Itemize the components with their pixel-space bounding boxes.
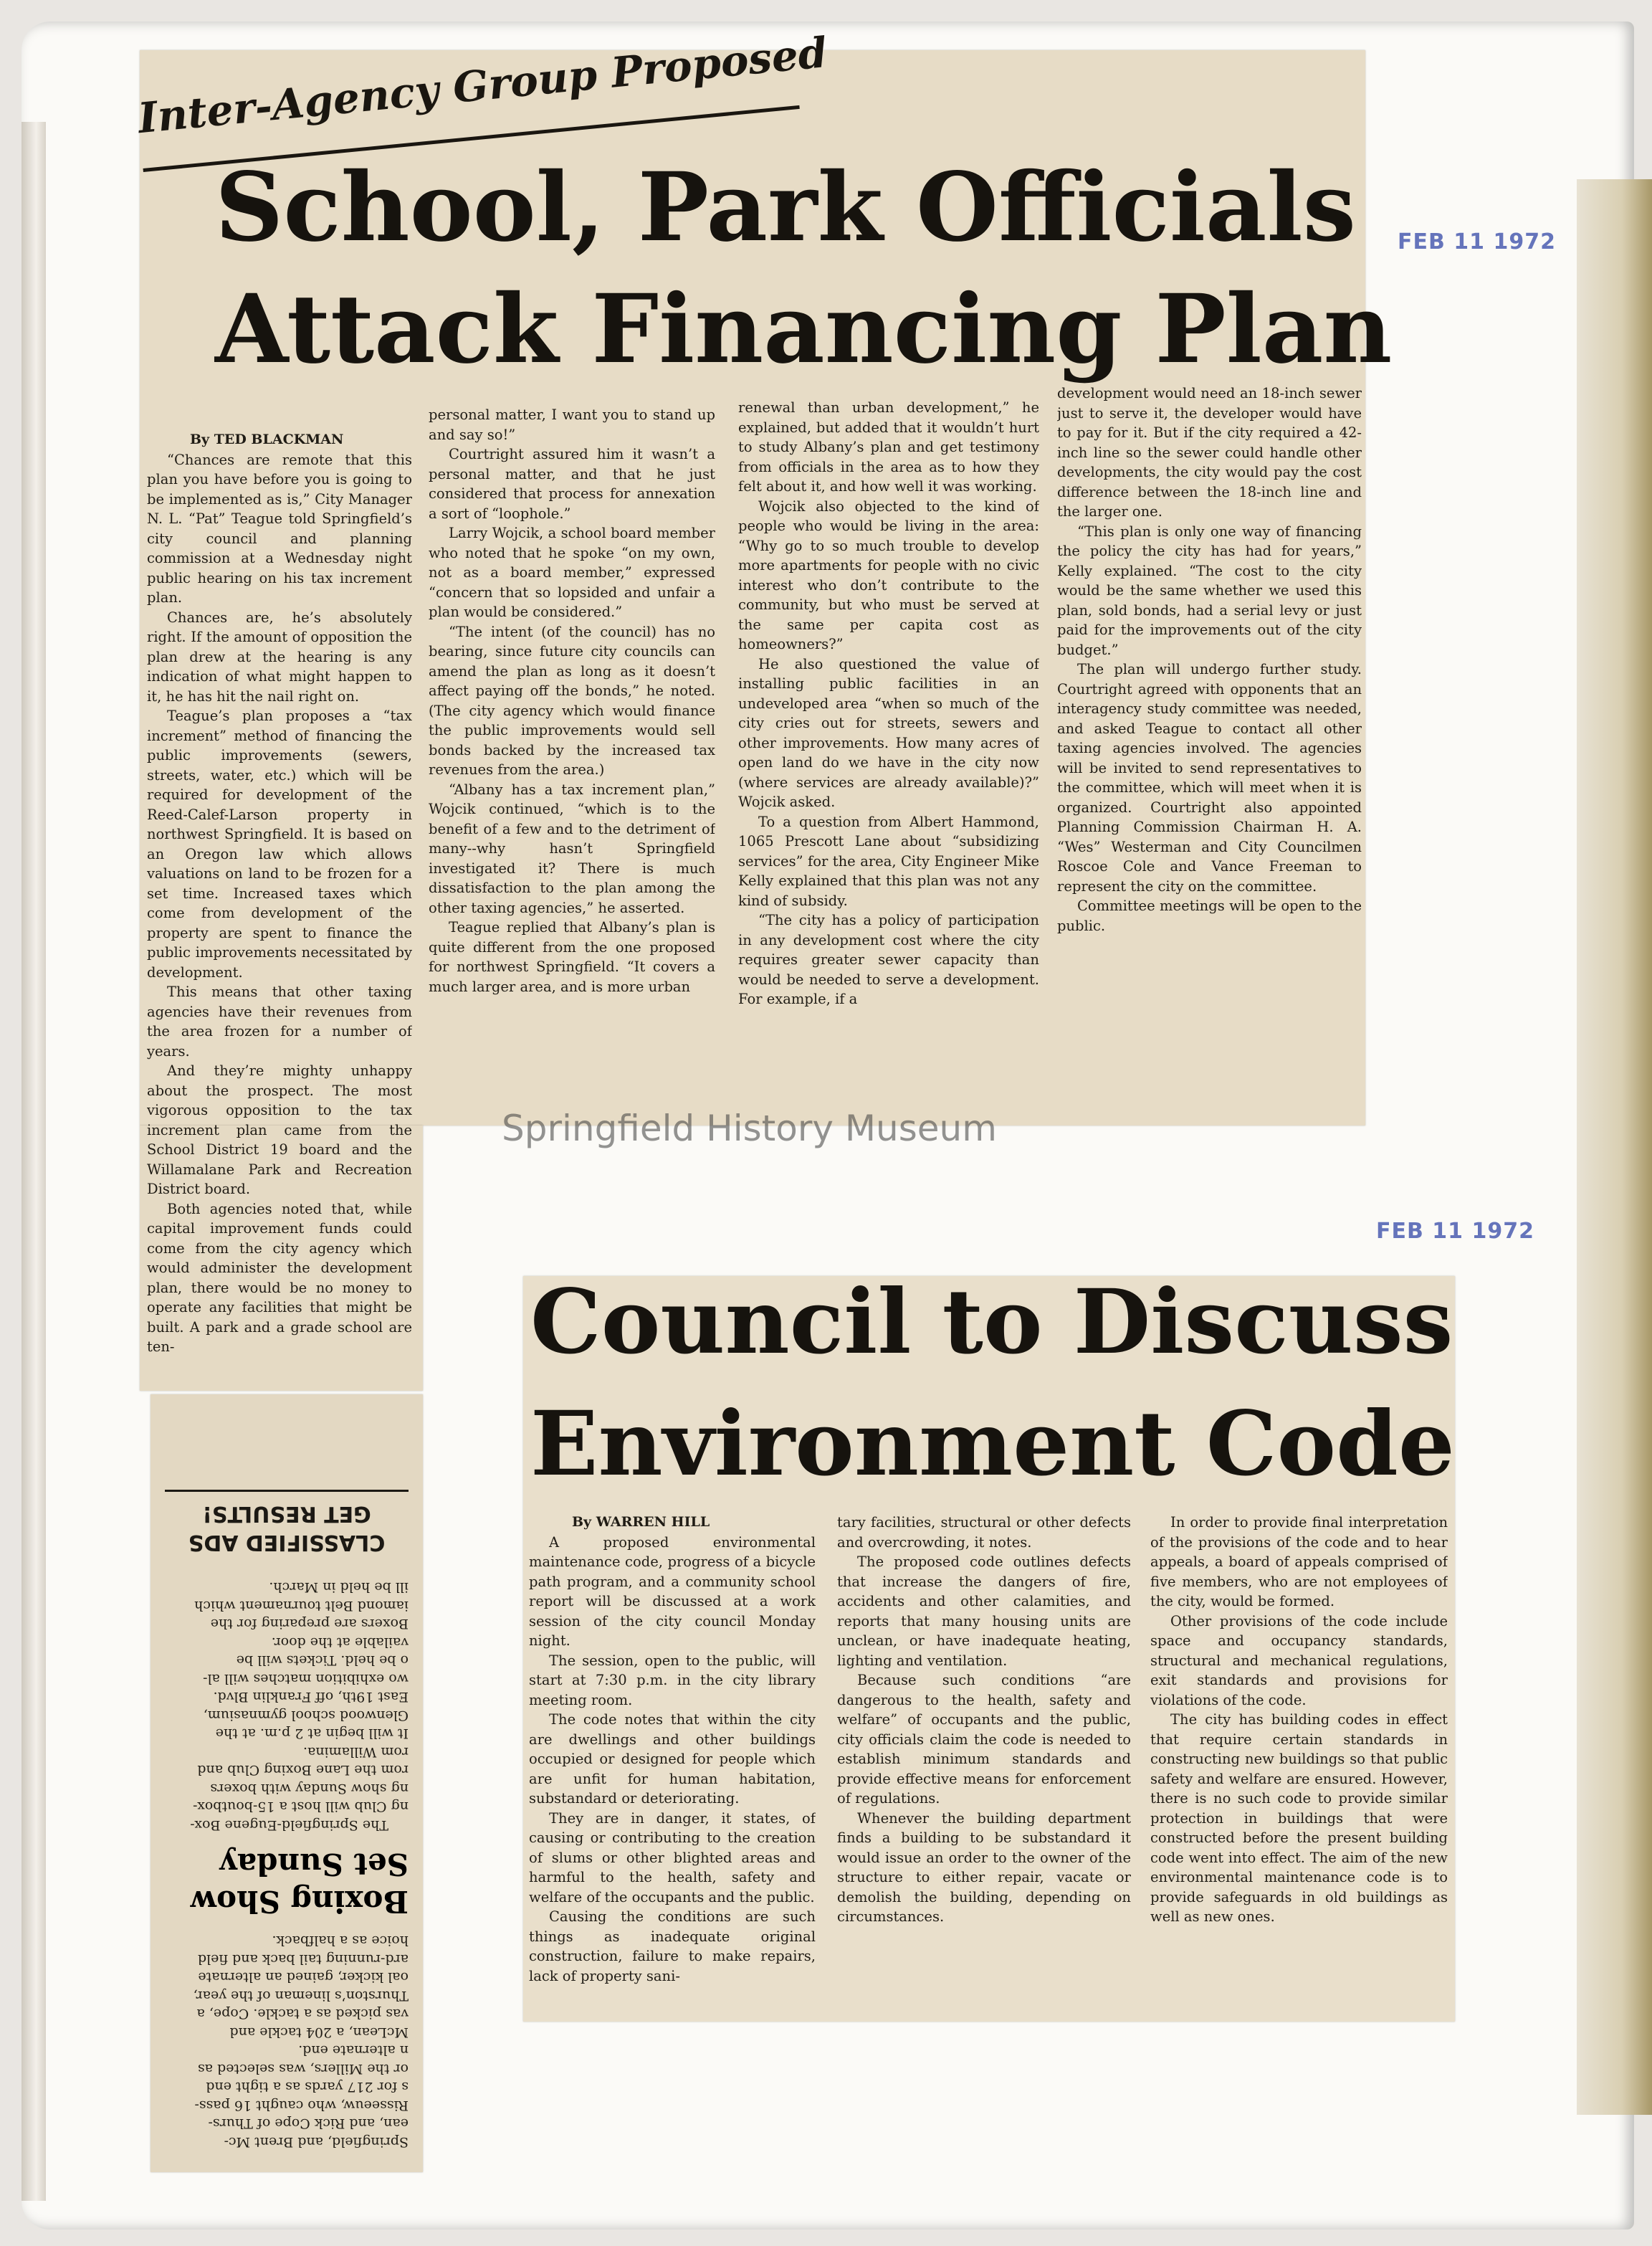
- paragraph: renewal than urban development,” he explained, but added that it wouldn’t hurt to study Albany’s plan and get testimony from officials in the area as to how they felt about it, and how well it was working.: [738, 399, 1039, 495]
- line: McLean, a 204 tackle and: [229, 2024, 409, 2040]
- paragraph: Larry Wojcik, a school board member who noted that he spoke “on my own, not as a board member,” expressed “concern that so lopsided and unfair a plan would be considered.”: [429, 525, 715, 620]
- paragraph: And they’re mighty unhappy about the prospect. The most vigorous opposition to the tax increment plan came from the School District 19 board and the Willamalane Park and Recreation District board.: [147, 1062, 412, 1197]
- article1-column-4: [1057, 384, 1362, 1129]
- paragraph: personal matter, I want you to stand up and say so!”: [429, 406, 715, 443]
- line: ill be held in March.: [269, 1579, 409, 1596]
- headline-line-2: Environment Code: [530, 1392, 1455, 1496]
- line: wo exhibition matches will al-: [203, 1671, 409, 1687]
- paragraph: The proposed code outlines defects that increase the dangers of fire, accidents and other calamities, and reports that many housing units are unclean, or have inadequate heating, lighting and ventilation.: [837, 1553, 1131, 1669]
- upside-down-clipping-content: [151, 1394, 423, 2172]
- ad-line-1: CLASSIFIED ADS: [188, 1530, 386, 1555]
- line: Boxers are preparing for the: [210, 1616, 409, 1632]
- paragraph: The plan will undergo further study. Courtright agreed with opponents that an interagency study committee was needed, and asked Teague to contact all other taxing agencies involved. The agencies will be invited to send representatives to the committee, which will meet when it is organized. Courtright also appointed Planning Commission Chairman H. A. “Wes” Westerman and City Councilmen Roscoe Cole and Vance Freeman to represent the city on the committee.: [1057, 661, 1362, 895]
- line: n alternate end.: [298, 2042, 409, 2059]
- paragraph: “Chances are remote that this plan you have before you is going to be implemented as is,” City Manager N. L. “Pat” Teague told Springfield’s city council and planning commission at a Wednesday night public hearing on his tax increment plan.: [147, 451, 412, 606]
- paragraph: The code notes that within the city are dwellings and other buildings occupied or designed for people which are unfit for human habitation, substandard or deteriorating.: [529, 1711, 816, 1807]
- paragraph: Committee meetings will be open to the public.: [1057, 898, 1362, 934]
- boxing-article: [165, 1578, 409, 1834]
- paragraph: Chances are, he’s absolutely right. If the amount of opposition the plan drew at the hearing is any indication of what might happen to it, he has hit the nail right on.: [147, 609, 412, 705]
- paragraph: They are in danger, it states, of causing or contributing to the creation of slums or other blighted areas and harmful to the health, safety and welfare of the occupants and the public.: [529, 1809, 816, 1905]
- book-edge: [1577, 179, 1652, 2115]
- paragraph: Other provisions of the code include space and occupancy standards, structural and mechanical regulations, exit standards and provisions for violations of the code.: [1150, 1612, 1448, 1708]
- paragraph: Courtright assured him it wasn’t a personal matter, and that he just considered that process for annexation a sort of “loophole.”: [429, 446, 715, 522]
- date-stamp-1: FEB 11 1972: [1398, 229, 1556, 254]
- paragraph: Wojcik also objected to the kind of people who would be living in the area: “Why go to so much trouble to develop more apartments for people with no civic interest who don’t contribute to the community, but who must be served at the same per capita cost as homeowners?”: [738, 498, 1039, 652]
- classified-ad: [165, 1490, 409, 1564]
- line: ng show Sunday with boxers: [210, 1781, 409, 1797]
- line: hoice as a halfback.: [272, 1933, 409, 1949]
- date-stamp-2: FEB 11 1972: [1376, 1219, 1534, 1244]
- line: Springfield, and Brent Mc-: [224, 2134, 409, 2150]
- paragraph: The city has building codes in effect that require certain standards in constructing new buildings so that public safety and welfare are ensured. However, there is no such code to provide similar protection in buildings that were constructed before the present building code went into effect. The aim of the new environmental maintenance code is to provide safeguards in old buildings as well as new ones.: [1150, 1711, 1448, 1925]
- paragraph: Both agencies noted that, while capital improvement funds could come from the city agency which would administer the development plan, there would be no money to operate any facilities that might be built. A park and a grade school are ten-: [147, 1200, 412, 1355]
- paragraph: To a question from Albert Hammond, 1065 Prescott Lane about “subsidizing services” for the area, City Engineer Mike Kelly explained that this plan was not any kind of subsidy.: [738, 813, 1039, 909]
- article2-column-2: [837, 1513, 1131, 2014]
- paragraph: Teague replied that Albany’s plan is quite different from the one proposed for northwest Springfield. “It covers a much larger area, and is more urban: [429, 919, 715, 995]
- headline-line-1: Boxing Show: [190, 1884, 409, 1919]
- article1-column-3: [738, 398, 1039, 1129]
- boxing-headline: [165, 1845, 409, 1920]
- headline-line-2: Set Sunday: [219, 1847, 409, 1882]
- line: Glenwood school gymnasium,: [203, 1708, 409, 1723]
- line: o be held. Tickets will be: [236, 1652, 409, 1669]
- headline-line-1: Council to Discuss: [530, 1270, 1453, 1374]
- headline-school-park: [215, 147, 1393, 391]
- sports-fragment: [165, 1931, 409, 2151]
- byline: By TED BLACKMAN: [190, 432, 344, 447]
- line: ard-running tail back and field: [197, 1951, 409, 1967]
- line: East 19th, off Franklin Blvd.: [213, 1689, 409, 1705]
- line: or the Millers, was selected as: [197, 2061, 409, 2077]
- line: ean, and Rick Cope of Thurs-: [208, 2116, 409, 2132]
- paragraph: A proposed environmental maintenance code, progress of a bicycle path program, and a community school report will be discussed at a work session of the city council Monday night.: [529, 1533, 816, 1649]
- line: Risseeuw, who caught 16 pass-: [194, 2098, 409, 2113]
- paragraph: Whenever the building department finds a building to be substandard it would issue an order to the owner of the structure to either repair, vacate or demolish the building, depending on circumstances.: [837, 1809, 1131, 1925]
- paragraph: In order to provide final interpretation of the provisions of the code and to hear appeals, a board of appeals comprised of five members, who are not employees of the city, would be formed.: [1150, 1514, 1448, 1609]
- paragraph: Because such conditions “are dangerous to the health, safety and welfare” of occupants and the public, city officials claim the code is needed to establish minimum standards and provide effective means for enforcement of regulations.: [837, 1672, 1131, 1807]
- ad-line-2: GET RESULTS!: [202, 1501, 371, 1526]
- paragraph: “This plan is only one way of financing the policy the city has had for years,” Kelly explained. “The cost to the city would be the same whether we used this plan, sold bonds, had a serial levy or just paid for the improvements out of the city budget.”: [1057, 523, 1362, 658]
- paragraph: This means that other taxing agencies have their revenues from the area frozen for a number of years.: [147, 984, 412, 1060]
- headline-line-2: Attack Financing Plan: [215, 274, 1393, 385]
- headline-line-1: School, Park Officials: [215, 152, 1356, 263]
- headline-council: [530, 1262, 1455, 1505]
- paragraph: He also questioned the value of installing public facilities in an undeveloped area “when so much of the city cries out for streets, sewers and other improvements. How many acres of open land do we have in the city now (where services are already available)?” Wojcik asked.: [738, 655, 1039, 810]
- article1-column-2: [429, 405, 715, 1140]
- article1-column-1: [147, 430, 412, 1387]
- paragraph: tary facilities, structural or other defects and overcrowding, it notes.: [837, 1514, 1131, 1551]
- line: s for 217 yards as a tight end: [206, 2079, 409, 2095]
- paragraph: “The city has a policy of participation in any development cost where the city requires greater sewer capacity than would be needed to serve a development. For example, if a: [738, 912, 1039, 1007]
- line: ng Club will host a 15-boutbox-: [193, 1799, 409, 1815]
- line: rom Willamina.: [302, 1744, 409, 1760]
- kicker-headline: Inter-Agency Group Proposed: [133, 5, 800, 172]
- article2-column-3: [1150, 1513, 1448, 2014]
- paragraph: The session, open to the public, will start at 7:30 p.m. in the city library meeting room.: [529, 1652, 816, 1708]
- line: The Springfield-Eugene Box-: [190, 1817, 388, 1833]
- line: iamond Belt tournament which: [194, 1598, 409, 1614]
- paragraph: “Albany has a tax increment plan,” Wojcik continued, “which is to the benefit of a few and to the detriment of many--why hasn’t Springfield investigated it? There is much dissatisfaction to the plan among the other taxing agencies,” he asserted.: [429, 781, 715, 916]
- article2-column-1: [529, 1513, 816, 2014]
- line: vailable at the door.: [271, 1634, 409, 1650]
- watermark: Springfield History Museum: [502, 1108, 997, 1149]
- line: Thurston’s lineman of the year,: [193, 1988, 409, 2004]
- line: vas picked as a tackle. Cope, a: [196, 2006, 409, 2022]
- byline: By WARREN HILL: [572, 1514, 710, 1530]
- line: rom the Lane Boxing Club and: [197, 1762, 409, 1779]
- paragraph: “The intent (of the council) has no bearing, since future city councils can amend the plan as long as it doesn’t affect paying off the bonds,” he noted. (The city agency which would finance the public improvements would sell bonds backed by the increased tax revenues from the area.): [429, 623, 715, 778]
- line: oal kicker, gained an alternate: [198, 1969, 409, 1986]
- paragraph: Teague’s plan proposes a “tax increment” method of financing the public improvements (sewers, streets, water, etc.) which will be required for development of the Reed-Calef-Larson property in northwest Springfield. It is based on an Oregon law which allows valuations on land to be frozen for a set time. Increased taxes which come from development of the property are spent to finance the public improvements necessitated by development.: [147, 708, 412, 981]
- paragraph: development would need an 18-inch sewer just to serve it, the developer would have to pay for it. But if the city required a 42-inch line so the sewer could handle other developments, the city would pay the cost difference between the 18-inch line and the larger one.: [1057, 385, 1362, 520]
- paragraph: Causing the conditions are such things as inadequate original construction, failure to make repairs, lack of property sani-: [529, 1908, 816, 1984]
- line: It will begin at 2 p.m. at the: [215, 1726, 409, 1742]
- page-binding: [22, 122, 46, 2201]
